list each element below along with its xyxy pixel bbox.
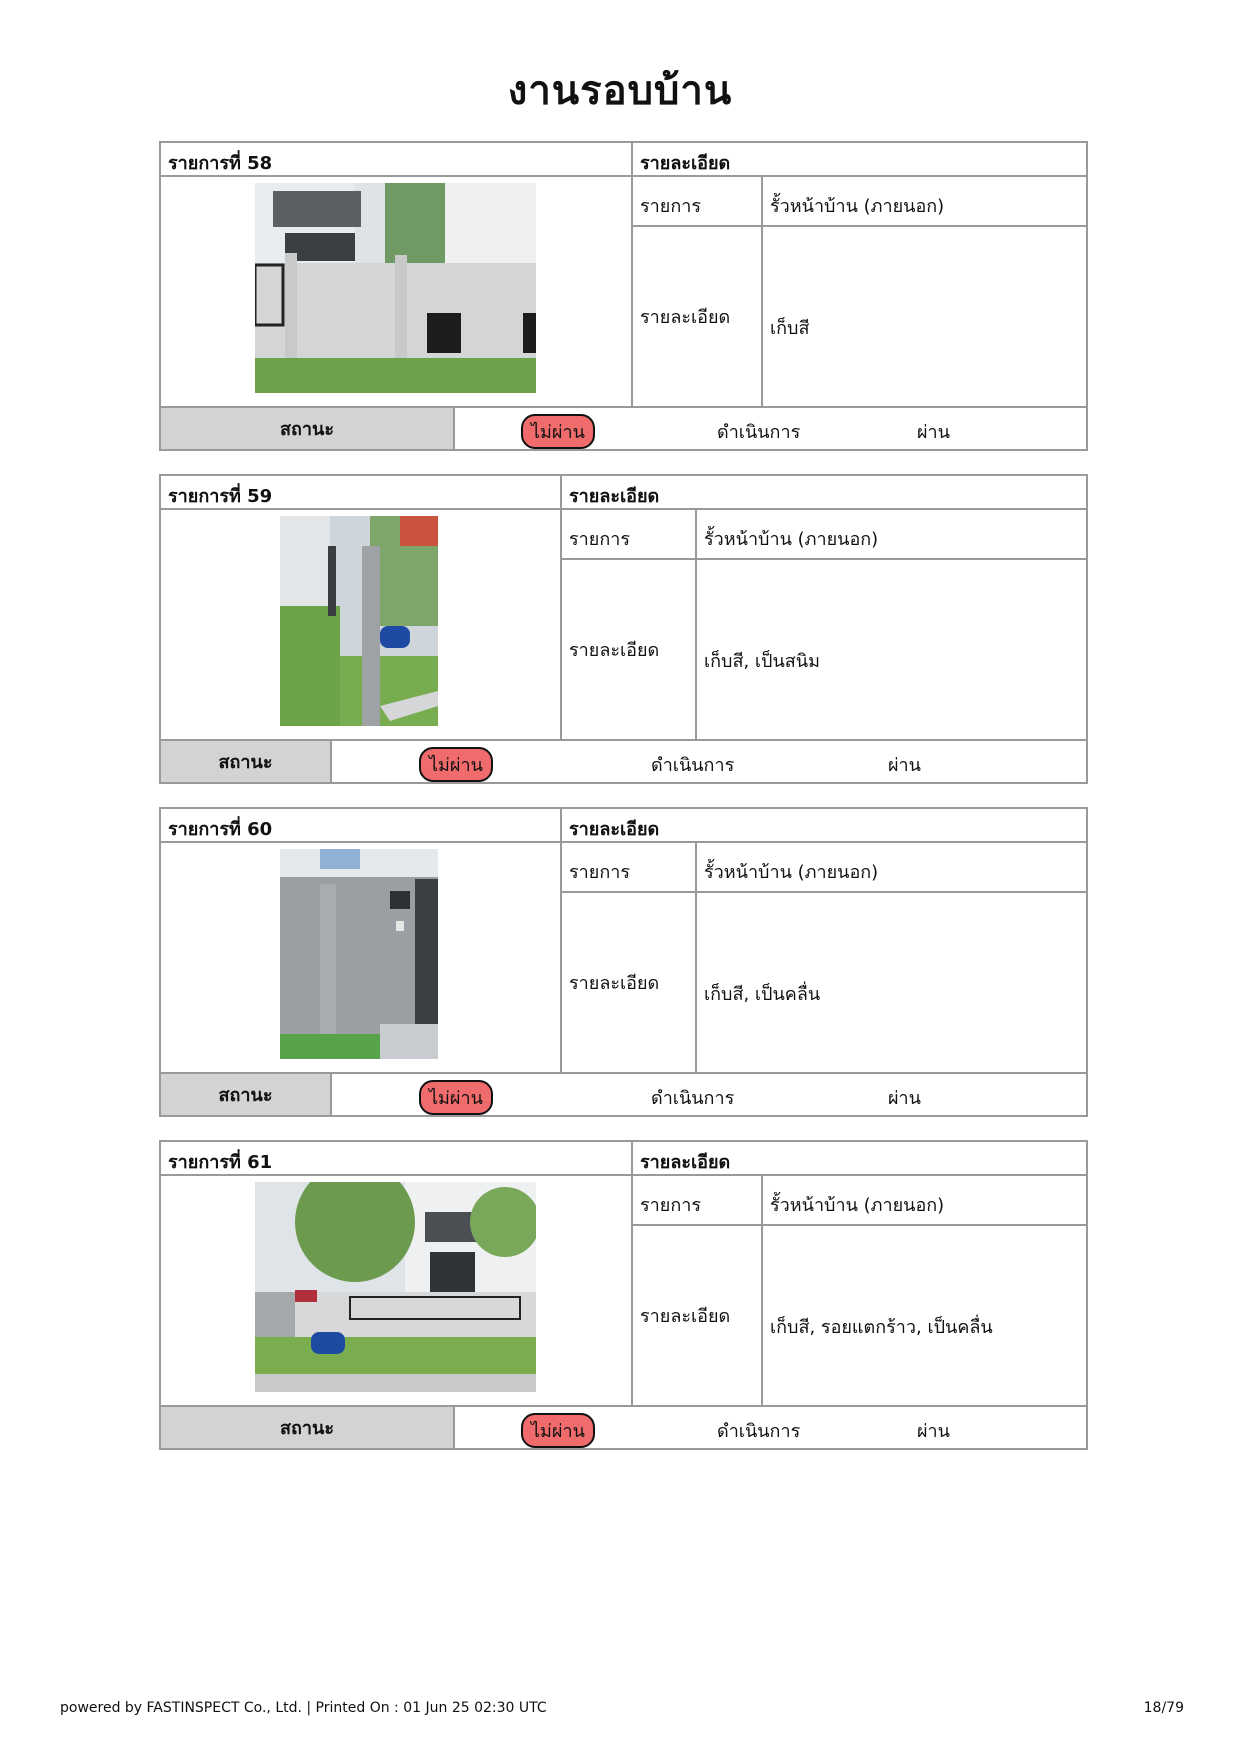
list-value: รั้วหน้าบ้าน (ภายนอก) (761, 177, 1086, 227)
list-label: รายการ (560, 843, 695, 893)
item-number: รายการที่ 60 (161, 809, 560, 843)
status-options (453, 406, 1086, 449)
details-header: รายละเอียด (631, 143, 1086, 177)
list-value: รั้วหน้าบ้าน (ภายนอก) (695, 843, 1086, 893)
details-label: รายละเอียด (560, 893, 695, 1072)
details-header: รายละเอียด (560, 476, 1086, 510)
fence-photo[interactable] (255, 1182, 536, 1392)
status-in-progress[interactable]: ดำเนินการ (651, 1088, 735, 1109)
details-header: รายละเอียด (631, 1142, 1086, 1176)
list-label: รายการ (560, 510, 695, 560)
item-number: รายการที่ 59 (161, 476, 560, 510)
status-in-progress[interactable]: ดำเนินการ (651, 755, 735, 776)
status-in-progress[interactable]: ดำเนินการ (717, 422, 801, 443)
details-header: รายละเอียด (560, 809, 1086, 843)
status-fail-badge[interactable]: ไม่ผ่าน (419, 747, 493, 782)
status-options (453, 1405, 1086, 1448)
details-value: เก็บสี (761, 227, 1086, 406)
inspection-item (159, 1140, 1088, 1450)
status-fail-badge[interactable]: ไม่ผ่าน (419, 1080, 493, 1115)
fence-photo[interactable] (280, 516, 438, 726)
status-options (330, 739, 1086, 782)
footer-text: powered by FASTINSPECT Co., Ltd. | Printed On : 01 Jun 25 02:30 UTC (60, 1700, 547, 1716)
item-number: รายการที่ 61 (161, 1142, 631, 1176)
status-fail-badge[interactable]: ไม่ผ่าน (521, 414, 595, 449)
details-label: รายละเอียด (631, 227, 761, 406)
inspection-item (159, 141, 1088, 451)
list-label: รายการ (631, 1176, 761, 1226)
details-label: รายละเอียด (631, 1226, 761, 1405)
details-label: รายละเอียด (560, 560, 695, 739)
list-value: รั้วหน้าบ้าน (ภายนอก) (761, 1176, 1086, 1226)
status-label: สถานะ (161, 1072, 330, 1115)
fence-photo[interactable] (280, 849, 438, 1059)
photo-cell (161, 843, 560, 1072)
page-number: 18/79 (1143, 1700, 1184, 1716)
status-pass[interactable]: ผ่าน (917, 422, 950, 443)
page-title: งานรอบบ้าน (507, 68, 733, 114)
status-pass[interactable]: ผ่าน (888, 1088, 921, 1109)
inspection-item (159, 807, 1088, 1117)
photo-cell (161, 510, 560, 739)
status-label: สถานะ (161, 1405, 453, 1448)
item-number: รายการที่ 58 (161, 143, 631, 177)
list-label: รายการ (631, 177, 761, 227)
details-value: เก็บสี, เป็นคลื่น (695, 893, 1086, 1072)
status-pass[interactable]: ผ่าน (917, 1421, 950, 1442)
fence-photo[interactable] (255, 183, 536, 393)
status-in-progress[interactable]: ดำเนินการ (717, 1421, 801, 1442)
list-value: รั้วหน้าบ้าน (ภายนอก) (695, 510, 1086, 560)
status-options (330, 1072, 1086, 1115)
status-label: สถานะ (161, 406, 453, 449)
photo-cell (161, 177, 631, 406)
details-value: เก็บสี, รอยแตกร้าว, เป็นคลื่น (761, 1226, 1086, 1405)
inspection-item (159, 474, 1088, 784)
status-pass[interactable]: ผ่าน (888, 755, 921, 776)
details-value: เก็บสี, เป็นสนิม (695, 560, 1086, 739)
photo-cell (161, 1176, 631, 1405)
status-label: สถานะ (161, 739, 330, 782)
status-fail-badge[interactable]: ไม่ผ่าน (521, 1413, 595, 1448)
